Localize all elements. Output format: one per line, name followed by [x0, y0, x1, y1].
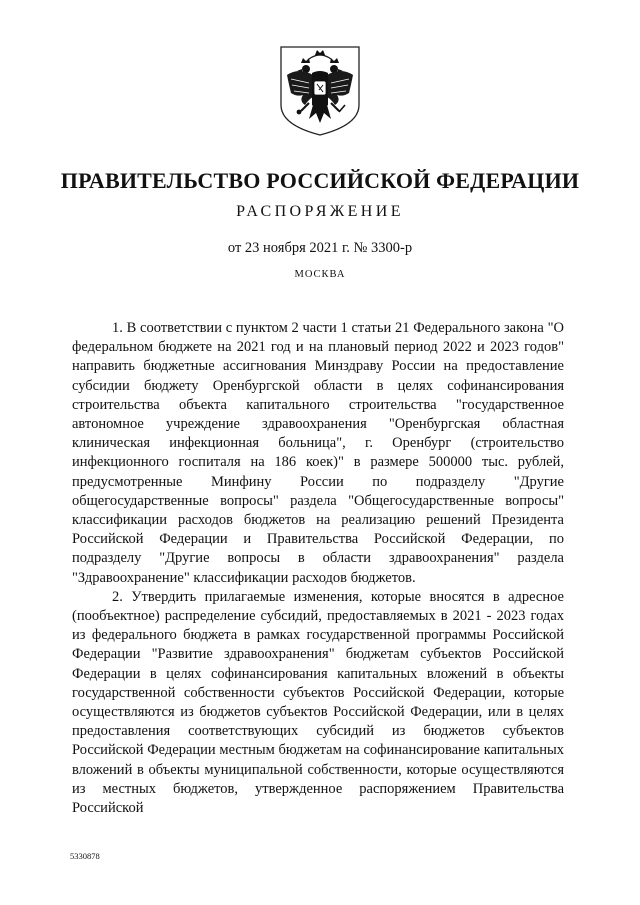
- government-title: ПРАВИТЕЛЬСТВО РОССИЙСКОЙ ФЕДЕРАЦИИ: [60, 168, 580, 193]
- document-id: 5330878: [70, 851, 100, 861]
- city: МОСКВА: [294, 269, 346, 280]
- date-number: от 23 ноября 2021 г. № 3300-р: [227, 240, 413, 256]
- document-type: РАСПОРЯЖЕНИЕ: [236, 203, 404, 220]
- russian-coat-of-arms-icon: [279, 45, 361, 137]
- paragraph-2: 2. Утвердить прилагаемые изменения, которые вносятся в адресное (пообъектное) распределение субсидий, предоставляемых в 2021 - 2023 годах из федерального бюджета в рамках государственной программы Российской Федерации "Развитие здравоохранения" бюджетам субъектов Российской Федерации в целях софинансирования капитальных вложений в объекты государственной собственности субъектов Российской Федерации, которые осуществляются из бюджетов субъектов Российской Федерации, или в целях предоставления соответствующих субсидий из бюджетов субъектов Российской Федерации местным бюджетам на софинансирование капитальных вложений в объекты муниципальной собственности, которые осуществляются из местных бюджетов, утвержденное распоряжением Правительства Российской: [72, 588, 564, 817]
- paragraph-1: 1. В соответствии с пунктом 2 части 1 статьи 21 Федерального закона "О федеральном бюджете на 2021 год и на плановый период 2022 и 2023 годов" направить бюджетные ассигнования Минздраву России на предоставление субсидии бюджету Оренбургской области в целях софинансирования строительства объекта капитального строительства "государственное автономное учреждение здравоохранения "Оренбургская областная клиническая инфекционная больница", г. Оренбург (строительство инфекционного госпиталя на 186 коек)" в размере 500000 тыс. рублей, предусмотренные Минфину России по подразделу "Другие общегосударственные вопросы" раздела "Общегосударственные вопросы" классификации расходов бюджетов на реализацию решений Президента Российской Федерации и Правительства Российской Федерации, по подразделу "Другие вопросы в области здравоохранения" раздела "Здравоохранение" классификации расходов бюджетов.: [72, 320, 564, 586]
- document-body: [72, 319, 564, 818]
